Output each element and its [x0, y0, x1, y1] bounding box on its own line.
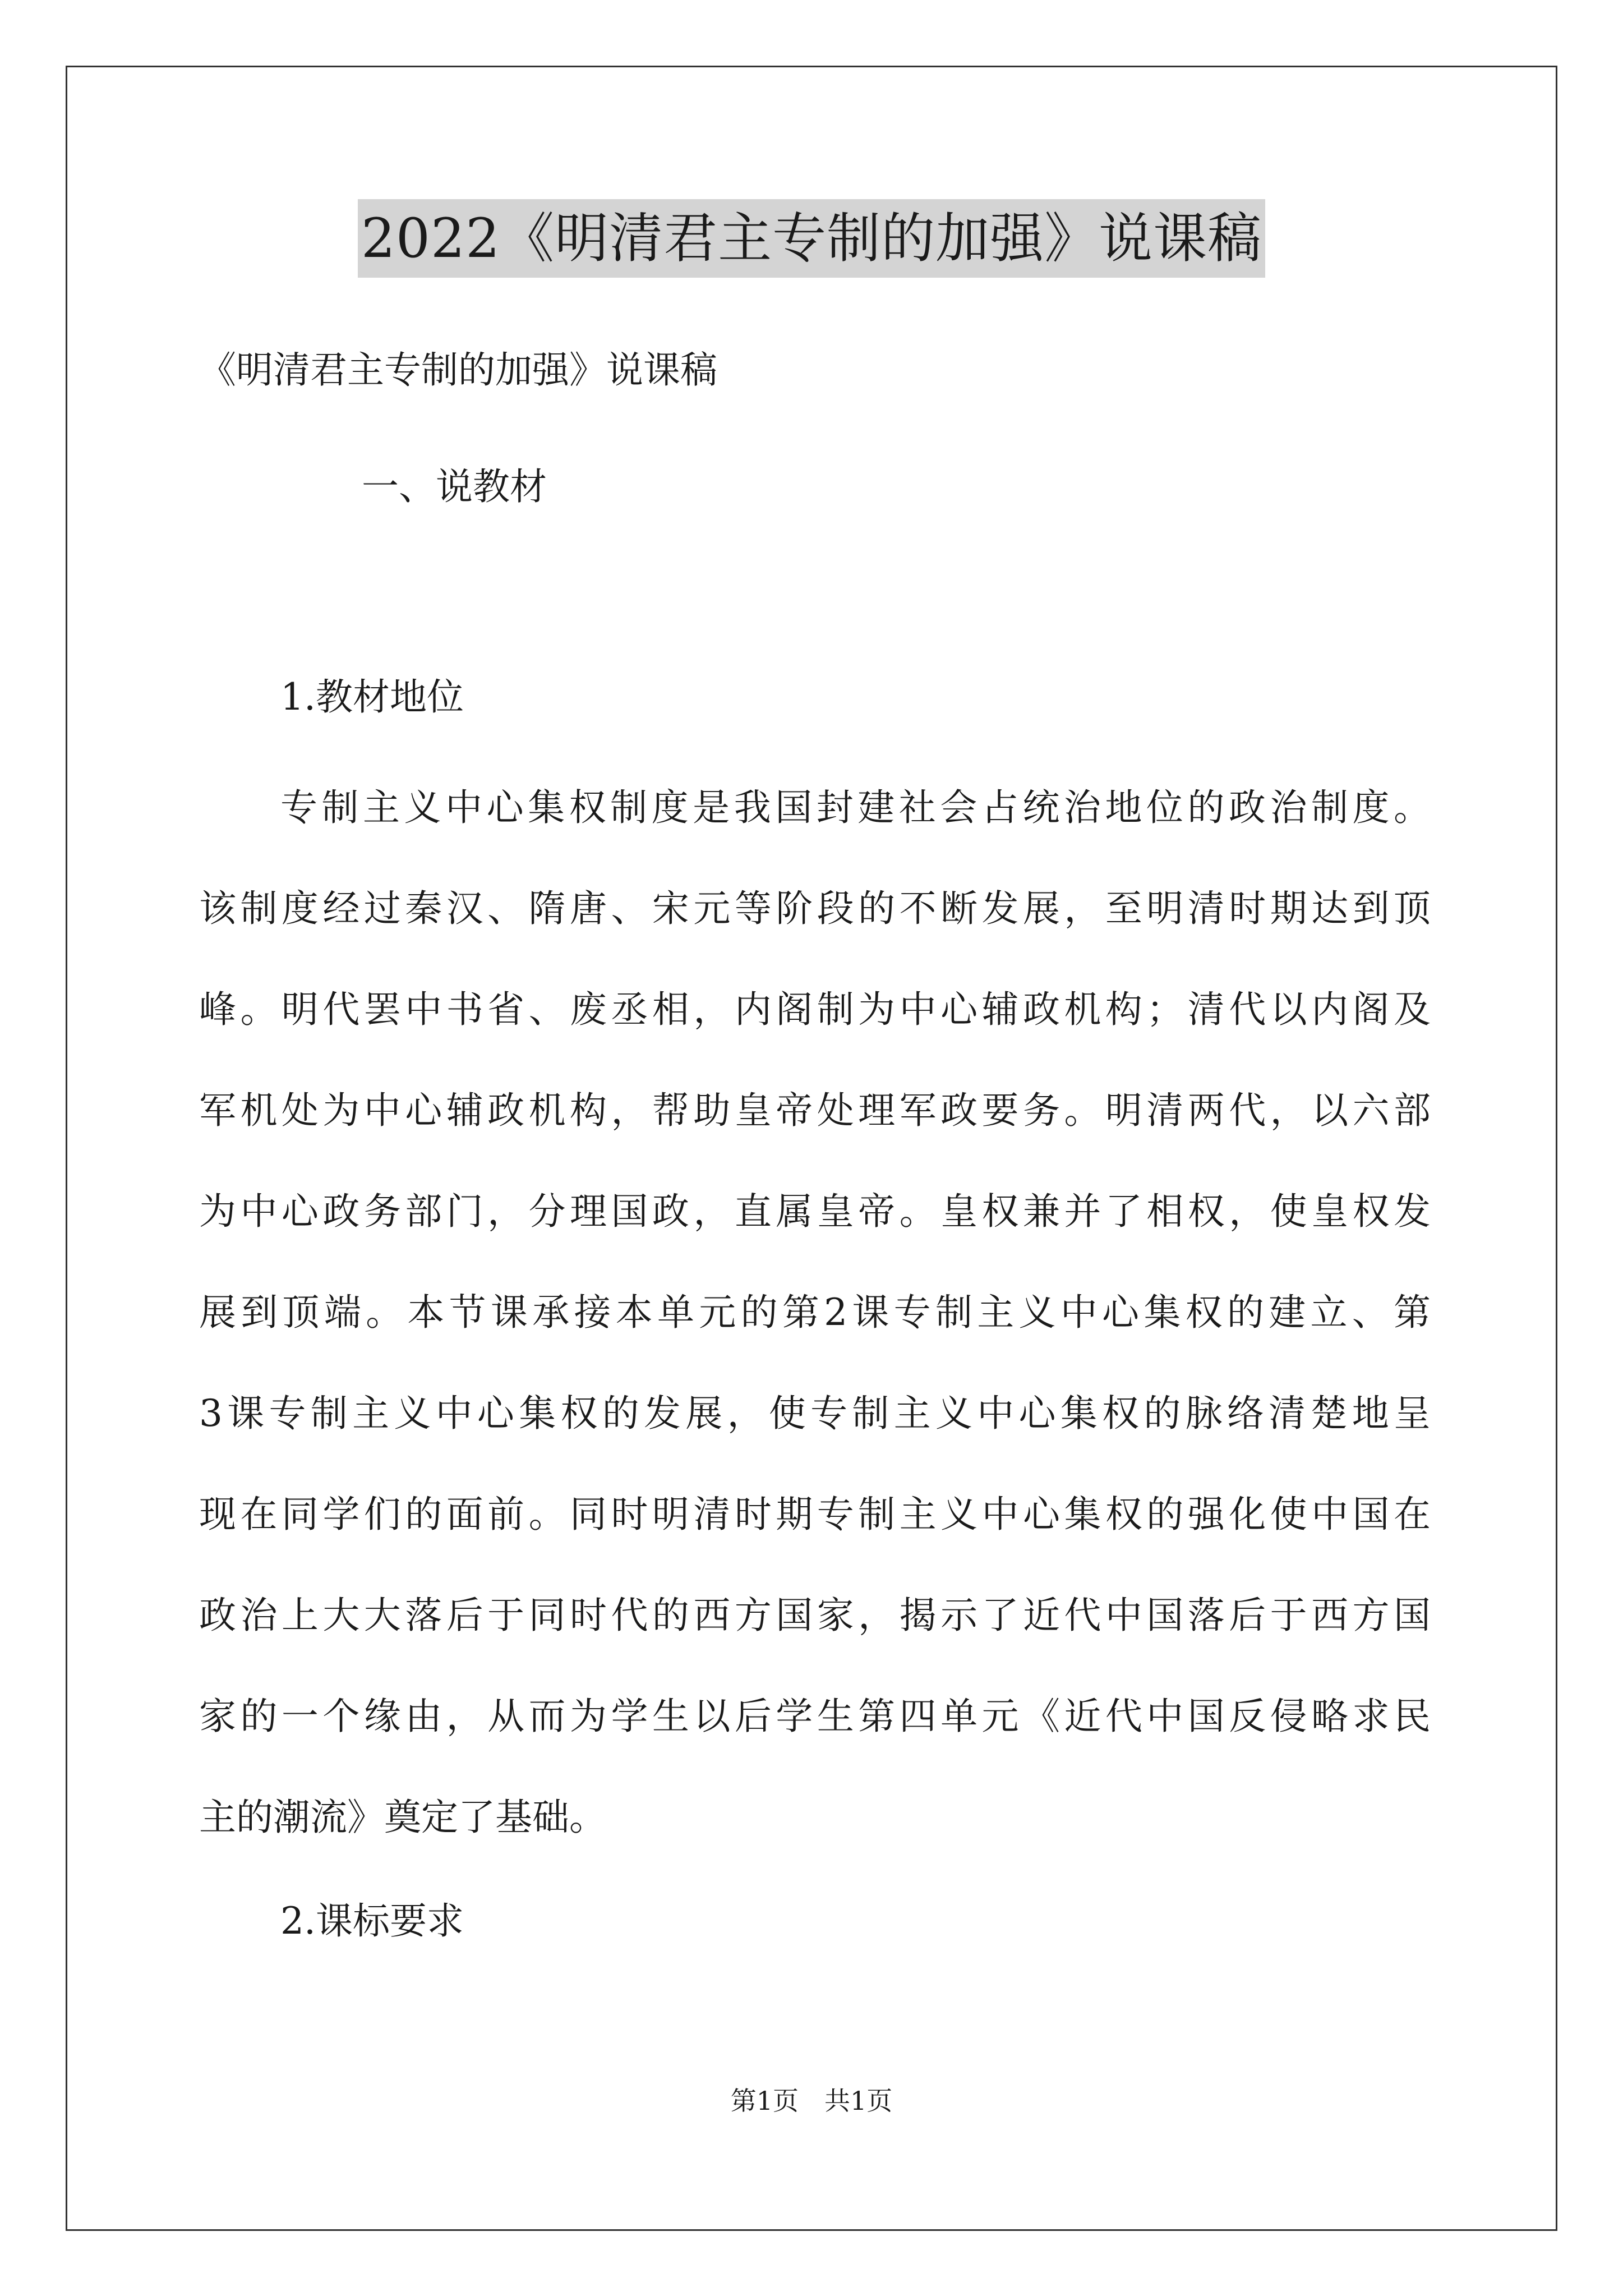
paragraph-line: 该制度经过秦汉、隋唐、宋元等阶段的不断发展，至明清时期达到顶	[199, 887, 1431, 930]
paragraph-line: 军机处为中心辅政机构，帮助皇帝处理军政要务。明清两代，以六部	[199, 1089, 1431, 1132]
paragraph-line: 3课专制主义中心集权的发展，使专制主义中心集权的脉络清楚地呈	[199, 1392, 1431, 1435]
paragraph-line: 展到顶端。本节课承接本单元的第2课专制主义中心集权的建立、第	[199, 1291, 1431, 1334]
paragraph-line: 专制主义中心集权制度是我国封建社会占统治地位的政治制度。	[280, 786, 1431, 829]
page-footer: 第1页 共1页	[730, 2086, 893, 2116]
subsection-heading-2: 2.课标要求	[280, 1899, 464, 1943]
paragraph-line: 为中心政务部门，分理国政，直属皇帝。皇权兼并了相权，使皇权发	[199, 1190, 1431, 1233]
paragraph-line: 现在同学们的面前。同时明清时期专制主义中心集权的强化使中国在	[199, 1493, 1431, 1536]
title-container	[0, 199, 1623, 278]
paragraph-line: 政治上大大落后于同时代的西方国家，揭示了近代中国落后于西方国	[199, 1594, 1431, 1637]
subsection-heading-1: 1.教材地位	[280, 675, 464, 719]
paragraph-line: 峰。明代罢中书省、废丞相，内阁制为中心辅政机构；清代以内阁及	[199, 988, 1431, 1031]
document-subtitle: 《明清君主专制的加强》说课稿	[199, 348, 717, 392]
section-heading: 一、说教材	[362, 465, 547, 508]
paragraph-line: 主的潮流》奠定了基础。	[199, 1796, 606, 1839]
paragraph-line: 家的一个缘由，从而为学生以后学生第四单元《近代中国反侵略求民	[199, 1695, 1431, 1738]
document-title: 2022《明清君主专制的加强》说课稿	[358, 199, 1265, 278]
